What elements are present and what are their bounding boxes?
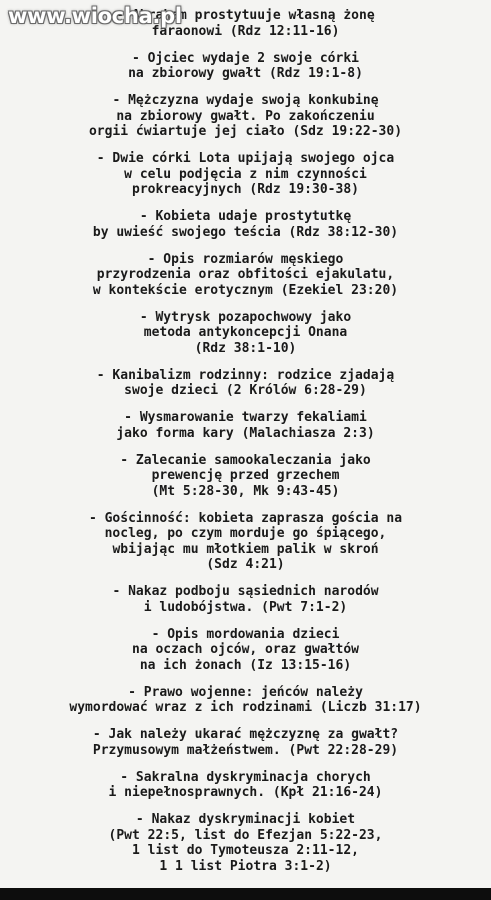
- verse-entry-line: w celu podjęcia z nim czynności: [124, 166, 367, 182]
- verse-entry: [0, 51, 491, 82]
- verse-entry-line: - Sakralna dyskryminacja chorych: [120, 769, 371, 785]
- verse-entry-line: - Wytrysk pozapochwowy jako: [139, 309, 352, 325]
- verse-entry-line: - Wysmarowanie twarzy fekaliami: [124, 410, 367, 425]
- verse-entry: [0, 511, 491, 573]
- verse-entry-line: 1 1 list Piotra 3:1-2): [159, 858, 332, 874]
- verse-entry-line: swoje dzieci (2 Królów 6:28-29): [124, 383, 367, 398]
- verse-entry-line: - Gościnność: kobieta zaprasza gościa na: [88, 510, 403, 526]
- verse-entry-line: - Mężczyzna wydaje swoją konkubinę: [112, 93, 379, 108]
- verse-entry: [0, 727, 491, 758]
- verse-entry-line: - Prawo wojenne: jeńców należy: [128, 684, 363, 700]
- verse-entry-line: - Ojciec wydaje 2 swoje córki: [132, 50, 359, 66]
- verse-entry-line: (Rdz 38:1-10): [194, 340, 297, 356]
- verse-entry-line: na zbiorowy gwałt (Rdz 19:1-8): [128, 66, 363, 81]
- verse-entry-line: (Sdz 4:21): [206, 557, 285, 572]
- verse-entry: [0, 93, 491, 140]
- verse-entry-line: na zbiorowy gwałt. Po zakończeniu: [116, 108, 375, 124]
- verse-entry: [0, 368, 491, 399]
- verse-entry-line: jako forma kary (Malachiasza 2:3): [116, 425, 375, 441]
- verse-entry-line: - Kobieta udaje prostytutkę: [139, 209, 352, 224]
- verse-entry: [0, 812, 491, 874]
- verse-entry-line: prewencję przed grzechem: [151, 468, 340, 483]
- verse-entry-line: wbijając mu młotkiem palik w skroń: [112, 541, 379, 557]
- verse-entry: [0, 584, 491, 615]
- verse-entry: [0, 685, 491, 716]
- verse-entry: [0, 627, 491, 674]
- watermark-logo: www.wiocha.pl: [8, 4, 182, 28]
- verse-entry-line: i niepełnosprawnych. (Kpł 21:16-24): [108, 785, 383, 800]
- verse-entry-line: - Jak należy ukarać mężczyznę za gwałt?: [92, 727, 399, 742]
- verse-entry-line: - Kanibalizm rodzinny: rodzice zjadają: [96, 367, 395, 383]
- verse-entry-line: 1 list do Tymoteusza 2:11-12,: [132, 843, 359, 858]
- verse-entry-line: w kontekście erotycznym (Ezekiel 23:20): [92, 282, 399, 298]
- verse-entry-line: - Abraham prostytuuje własną żonę: [116, 8, 375, 23]
- verse-entry-line: Przymusowym małżeństwem. (Pwt 22:28-29): [92, 742, 399, 758]
- verse-entry: [0, 410, 491, 441]
- verse-entry-line: - Opis rozmiarów męskiego: [147, 251, 344, 267]
- verse-entry-line: - Nakaz podboju sąsiednich narodów: [112, 584, 379, 599]
- bottom-border: [0, 888, 491, 900]
- verse-entry: [0, 453, 491, 500]
- verse-entry-line: (Pwt 22:5, list do Efezjan 5:22-23,: [108, 827, 383, 843]
- verse-entry-line: orgii ćwiartuje jej ciało (Sdz 19:22-30): [88, 124, 403, 139]
- verse-entry-line: prokreacyjnych (Rdz 19:30-38): [132, 182, 359, 197]
- verse-entry: [0, 770, 491, 801]
- verse-entry: [0, 310, 491, 357]
- verse-entry-line: (Mt 5:28-30, Mk 9:43-45): [151, 483, 340, 499]
- verse-entry-line: metoda antykoncepcji Onana: [143, 325, 348, 340]
- verse-entry-line: na ich żonach (Iz 13:15-16): [139, 657, 352, 673]
- verse-entry: [0, 252, 491, 299]
- verse-entry-line: nocleg, po czym morduje go śpiącego,: [104, 526, 387, 541]
- verse-entry-line: - Nakaz dyskryminacji kobiet: [135, 812, 356, 827]
- verse-entry-line: - Opis mordowania dzieci: [151, 626, 340, 642]
- verse-entry-line: wymordować wraz z ich rodzinami (Liczb 31:17): [69, 700, 422, 715]
- verse-entry-line: i ludobójstwa. (Pwt 7:1-2): [143, 599, 348, 615]
- verse-entry-line: by uwieść swojego teścia (Rdz 38:12-30): [92, 224, 399, 240]
- verse-entry-line: na oczach ojców, oraz gwałtów: [132, 642, 359, 657]
- verse-entry: [0, 151, 491, 198]
- verse-entry-line: - Zalecanie samookaleczania jako: [120, 452, 371, 468]
- verse-entry-line: - Dwie córki Lota upijają swojego ojca: [96, 151, 395, 166]
- verse-entry-line: faraonowi (Rdz 12:11-16): [151, 23, 340, 39]
- verse-entry: [0, 209, 491, 240]
- verse-entry-line: przyrodzenia oraz obfitości ejakulatu,: [96, 267, 395, 282]
- verse-list: [0, 4, 491, 886]
